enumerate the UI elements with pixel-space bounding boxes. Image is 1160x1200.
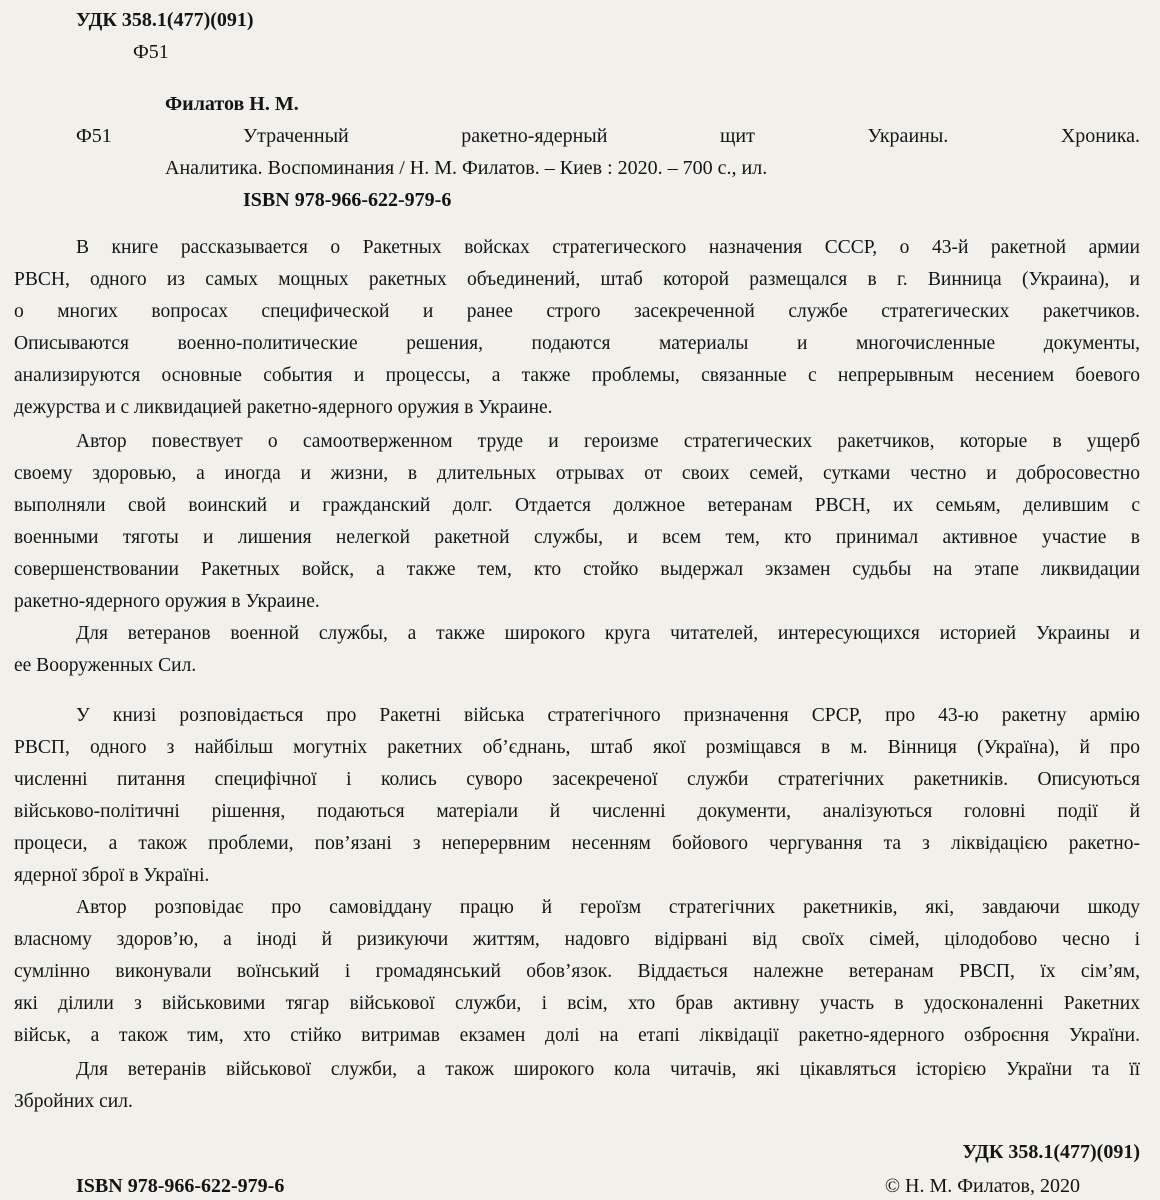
text-line: выполняли свой воинский и гражданский долг. Отдается должное ветеранам РВСН, их семьям, делившим с	[14, 495, 1140, 516]
text-line: які ділили з військовими тягар військової служби, і всім, хто брав активну участь в удосконаленні Ракетних	[14, 993, 1140, 1014]
text-line: ее Вооруженных Сил.	[14, 655, 197, 676]
text-line: сумлінно виконували воїнський і громадянський обов’язок. Віддається належне ветеранам РВСП, їх сім’ям,	[14, 961, 1140, 982]
text-line: совершенствовании Ракетных войск, а также тем, кто стойко выдержал экзамен судьбы на этапе ликвидации	[14, 559, 1140, 580]
text-line: военными тяготы и лишения нелегкой ракетной службы, и всем тем, кто принимал активное участие в	[14, 527, 1140, 548]
author-mark: Ф51	[133, 41, 169, 63]
text-line: численні питання специфічної і колись суворо засекреченої служби стратегічних ракетників. Описуються	[14, 769, 1140, 790]
text-line: процеси, а також проблеми, пов’язані з неперервним несенням бойового чергування та з ліквідацією ракетно-	[14, 833, 1140, 854]
text-line: Автор розповідає про самовіддану працю й героїзм стратегічних ракетників, які, завдаючи шкоду	[76, 897, 1140, 918]
text-line: дежурства и с ликвидацией ракетно-ядерного оружия в Украине.	[14, 397, 553, 418]
isbn-header: ISBN 978-966-622-979-6	[243, 189, 452, 211]
text-line: своему здоровью, а иногда и жизни, в длительных отрывах от своих семей, сутками честно и добросовестно	[14, 463, 1140, 484]
text-line: Для ветеранов военной службы, а также широкого круга читателей, интересующихся историей Украины и	[76, 623, 1140, 644]
author-name: Филатов Н. М.	[165, 93, 299, 115]
text-line: В книге рассказывается о Ракетных войсках стратегического назначения СССР, о 43-й ракетной армии	[76, 237, 1140, 258]
copyright: © Н. М. Филатов, 2020	[884, 1175, 1080, 1197]
isbn-footer: ISBN 978-966-622-979-6	[76, 1175, 285, 1197]
text-line: о многих вопросах специфической и ранее строго засекреченной службе стратегических ракетчиков.	[14, 301, 1140, 322]
text-line: Збройних сил.	[14, 1091, 133, 1112]
udk-footer: УДК 358.1(477)(091)	[962, 1141, 1140, 1163]
text-line: військ, а також тим, хто стійко витримав екзамен долі на етапі ліквідації ракетно-ядерного озброєння України.	[14, 1025, 1140, 1046]
text-line: Автор повествует о самоотверженном труде и героизме стратегических ракетчиков, которые в ущерб	[76, 431, 1140, 452]
udk-code: УДК 358.1(477)(091)	[76, 9, 254, 31]
description-line-2: Аналитика. Воспоминания / Н. М. Филатов. – Киев : 2020. – 700 с., ил.	[165, 157, 768, 179]
text-line: ракетно-ядерного оружия в Украине.	[14, 591, 320, 612]
text-line: власному здоров’ю, а іноді й ризикуючи життям, надовго відірвані від своїх сімей, цілодобово чесно і	[14, 929, 1140, 950]
text-line: військово-політичні рішення, подаються матеріали й численні документи, аналізуються головні події й	[14, 801, 1140, 822]
text-line: Для ветеранів військової служби, а також широкого кола читачів, які цікавляться історією України та її	[76, 1059, 1140, 1080]
description-line-1: Утраченный ракетно-ядерный щит Украины. Хроника.	[243, 125, 1140, 147]
text-line: У книзі розповідається про Ракетні війська стратегічного призначення СРСР, про 43-ю ракетну армію	[76, 705, 1140, 726]
text-line: ядерної зброї в Україні.	[14, 865, 210, 886]
text-line: РВСН, одного из самых мощных ракетных объединений, штаб которой размещался в г. Винница (Украина), и	[14, 269, 1140, 290]
text-line: РВСП, одного з найбільш могутніх ракетних об’єднань, штаб якої розміщався в м. Вінниця (Україна), й про	[14, 737, 1140, 758]
text-line: анализируются основные события и процессы, а также проблемы, связанные с непрерывным несением боевого	[14, 365, 1140, 386]
author-mark-desc: Ф51	[76, 125, 112, 147]
text-line: Описываются военно-политические решения, подаются материалы и многочисленные документы,	[14, 333, 1140, 354]
